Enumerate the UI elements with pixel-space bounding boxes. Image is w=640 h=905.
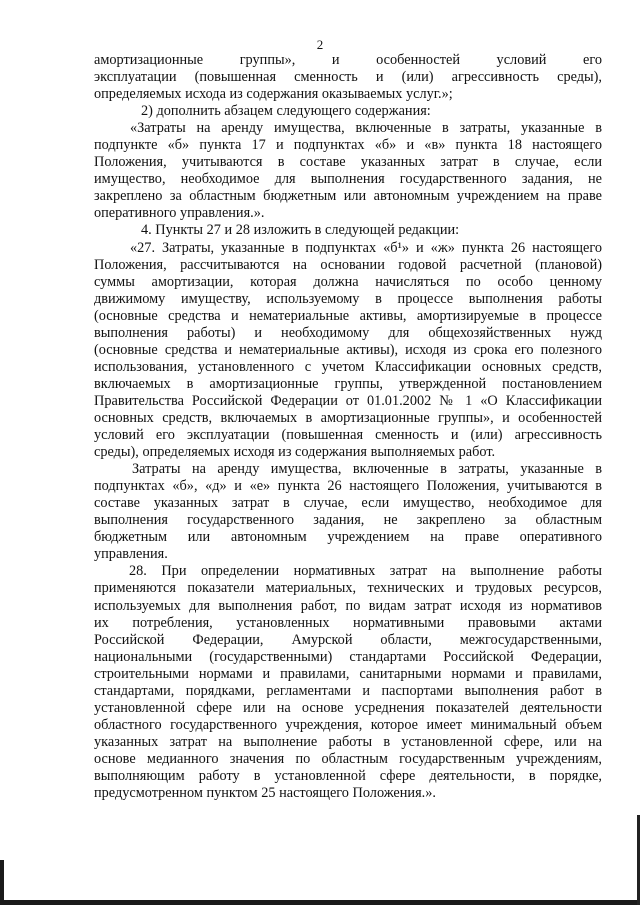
text-line: составе указанных затрат в случае, если имущество, необходимое для bbox=[94, 495, 602, 512]
text-line: имущество, необходимое для выполнения государственного задания, не bbox=[94, 171, 602, 188]
paragraph-start-line: «Затраты на аренду имущества, включенные в затраты, указанные в bbox=[130, 120, 602, 137]
text-line: применяются показатели материальных, технических и трудовых ресурсов, bbox=[94, 580, 602, 597]
text-line: областного государственного учреждения, которое имеет минимальный объем bbox=[94, 716, 602, 733]
page-number: 2 bbox=[316, 37, 324, 52]
text-line: определяемых исхода из содержания оказываемых услуг.»; bbox=[94, 86, 453, 103]
text-line: предусмотренном пунктом 25 настоящего Положения.». bbox=[94, 785, 436, 802]
text-line: установленной сфере или на основе усреднения показателей деятельности bbox=[94, 699, 602, 716]
text-line: стандартами, порядками, регламентами и паспортами выполнения работ в bbox=[94, 682, 602, 699]
text-line: условий его эксплуатации (повышенная сменность и (или) агрессивность bbox=[94, 427, 602, 444]
text-line: их потребления, установленных нормативными правовыми актами bbox=[94, 614, 602, 631]
paragraph-start-line: 2) дополнить абзацем следующего содержания: bbox=[141, 103, 431, 120]
paragraph-start-line: 28. При определении нормативных затрат на выполнение работы bbox=[129, 563, 602, 580]
text-line: основе медианного значения по областным государственным учреждениям, bbox=[94, 750, 602, 767]
text-line: амортизационные группы», и особенностей условий его bbox=[94, 52, 602, 68]
text-line: управления. bbox=[94, 546, 168, 563]
text-line: Правительства Российской Федерации от 01.01.2002 № 1 «О Классификации bbox=[94, 392, 602, 409]
text-line: (основные средства и нематериальные активы, амортизируемые в процессе bbox=[94, 307, 602, 324]
text-line: движимому имуществу, используемому в процессе выполнения работы bbox=[94, 290, 602, 307]
scan-edge-bottom bbox=[0, 900, 640, 905]
text-line: закреплено за областным бюджетным или автономным учреждением на праве bbox=[94, 188, 602, 205]
paragraph-start-line: Затраты на аренду имущества, включенные в затраты, указанные в bbox=[132, 461, 602, 478]
document-body bbox=[94, 52, 602, 802]
text-line: используемых для выполнения работ, по видам затрат исходя из нормативов bbox=[94, 597, 602, 614]
text-line: Положения, учитываются в составе указанных затрат в случае, если bbox=[94, 154, 602, 171]
text-line: оперативного управления.». bbox=[94, 205, 265, 222]
text-line: включаемых в амортизационные группы, утвержденной постановлением bbox=[94, 375, 602, 392]
text-line: среды), определяемых исходя из содержания выполняемых работ. bbox=[94, 444, 496, 461]
text-line: национальными (государственными) стандартами Российской Федерации, bbox=[94, 648, 602, 665]
text-line: суммы амортизации, которая должна начисляться по особо ценному bbox=[94, 273, 602, 290]
text-line: выполнения государственного задания, не закреплено за областным bbox=[94, 512, 602, 529]
text-line: подпункте «б» пункта 17 и подпунктах «б» и «в» пункта 18 настоящего bbox=[94, 137, 602, 154]
text-line: Положения, рассчитываются на основании годовой расчетной (плановой) bbox=[94, 256, 602, 273]
text-line: выполнения работы) и необходимому для общехозяйственных нужд bbox=[94, 324, 602, 341]
text-line: указанных затрат на выполнение работы в установленной сфере, или на bbox=[94, 733, 602, 750]
scan-edge-left bbox=[0, 860, 4, 905]
text-line: бюджетным или автономным учреждением на праве оперативного bbox=[94, 529, 602, 546]
text-line: эксплуатации (повышенная сменность и (или) агрессивность среды), bbox=[94, 69, 602, 86]
text-line: строительными нормами и правилами, санитарными нормами и правилами, bbox=[94, 665, 602, 682]
text-line: (основные средства и нематериальные активы), исходя из срока его полезного bbox=[94, 341, 602, 358]
text-line: Российской Федерации, Амурской области, межгосударственными, bbox=[94, 631, 602, 648]
text-line: подпунктах «б», «д» и «е» пункта 26 настоящего Положения, учитываются в bbox=[94, 478, 602, 495]
text-line: основных средств, включаемых в амортизационные группы», и особенностей bbox=[94, 409, 602, 426]
paragraph-start-line: «27. Затраты, указанные в подпунктах «б¹» и «ж» пункта 26 настоящего bbox=[130, 239, 602, 256]
paragraph-start-line: 4. Пункты 27 и 28 изложить в следующей редакции: bbox=[141, 222, 460, 239]
text-line: выполняющим работу в установленной сфере деятельности, в порядке, bbox=[94, 767, 602, 784]
text-line: использования, установленного с учетом Классификации основных средств, bbox=[94, 358, 602, 375]
